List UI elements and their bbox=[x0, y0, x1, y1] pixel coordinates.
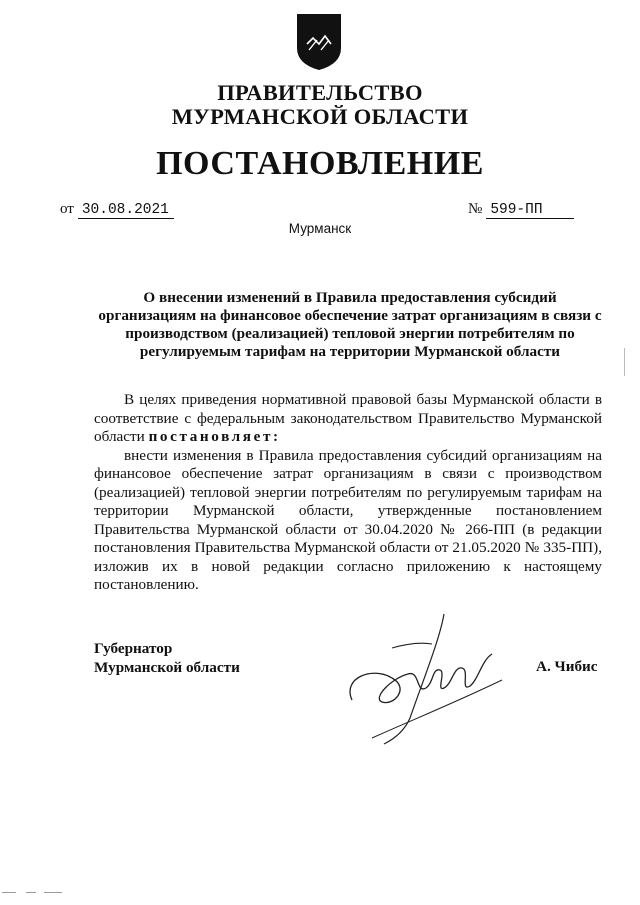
city: Мурманск bbox=[288, 221, 352, 236]
signatory-position bbox=[94, 639, 240, 677]
coat-of-arms-icon bbox=[293, 10, 345, 72]
scan-edge-mark bbox=[624, 348, 625, 376]
organization-name-line2: МУРМАНСКОЙ ОБЛАСТИ bbox=[171, 104, 469, 129]
signatory-name: А. Чибис bbox=[536, 658, 598, 675]
position-line2: Мурманской области bbox=[94, 659, 240, 676]
date-value: 30.08.2021 bbox=[78, 203, 174, 219]
organization-name-line1: ПРАВИТЕЛЬСТВО bbox=[217, 80, 423, 105]
scan-artifact bbox=[44, 892, 62, 893]
scan-artifact bbox=[26, 892, 36, 893]
document-type: ПОСТАНОВЛЕНИЕ bbox=[156, 145, 484, 182]
intro-text: В целях приведения нормативной правовой базы Мурманской области в соответствие с федеральным законодательством Правительство Мурманской области bbox=[94, 391, 602, 445]
date-prefix: от bbox=[60, 201, 74, 217]
document-title: О внесении изменений в Правила предоставления субсидий организациям на финансовое обеспечение затрат организациям в связи с производством (реализацией) тепловой энергии потребителям по регулируемым тарифам на территории Мурманской области bbox=[98, 289, 602, 360]
number-value: 599-ПП bbox=[486, 203, 574, 219]
date-field bbox=[60, 200, 174, 219]
number-prefix: № bbox=[468, 201, 483, 217]
resolution-paragraph: внести изменения в Правила предоставления субсидий организациям на финансовое обеспечение затрат организациям в связи с производством (реализацией) тепловой энергии потребителям по регулируемым тарифам на территории Мурманской области, утвержденные постановлением Правительства Мурманской области от 30.04.2020 № 266-ПП (в редакции постановления Правительства Мурманской области от 21.05.2020 № 335-ПП), изложив их в новой редакции согласно приложению к настоящему постановлению. bbox=[94, 446, 602, 593]
handwritten-signature bbox=[332, 608, 514, 748]
position-line1: Губернатор bbox=[94, 640, 173, 657]
resolves-keyword: постановляет: bbox=[148, 428, 281, 445]
number-field bbox=[468, 200, 574, 219]
scan-artifact bbox=[2, 892, 16, 893]
document-body bbox=[94, 391, 602, 595]
intro-paragraph bbox=[94, 391, 602, 447]
